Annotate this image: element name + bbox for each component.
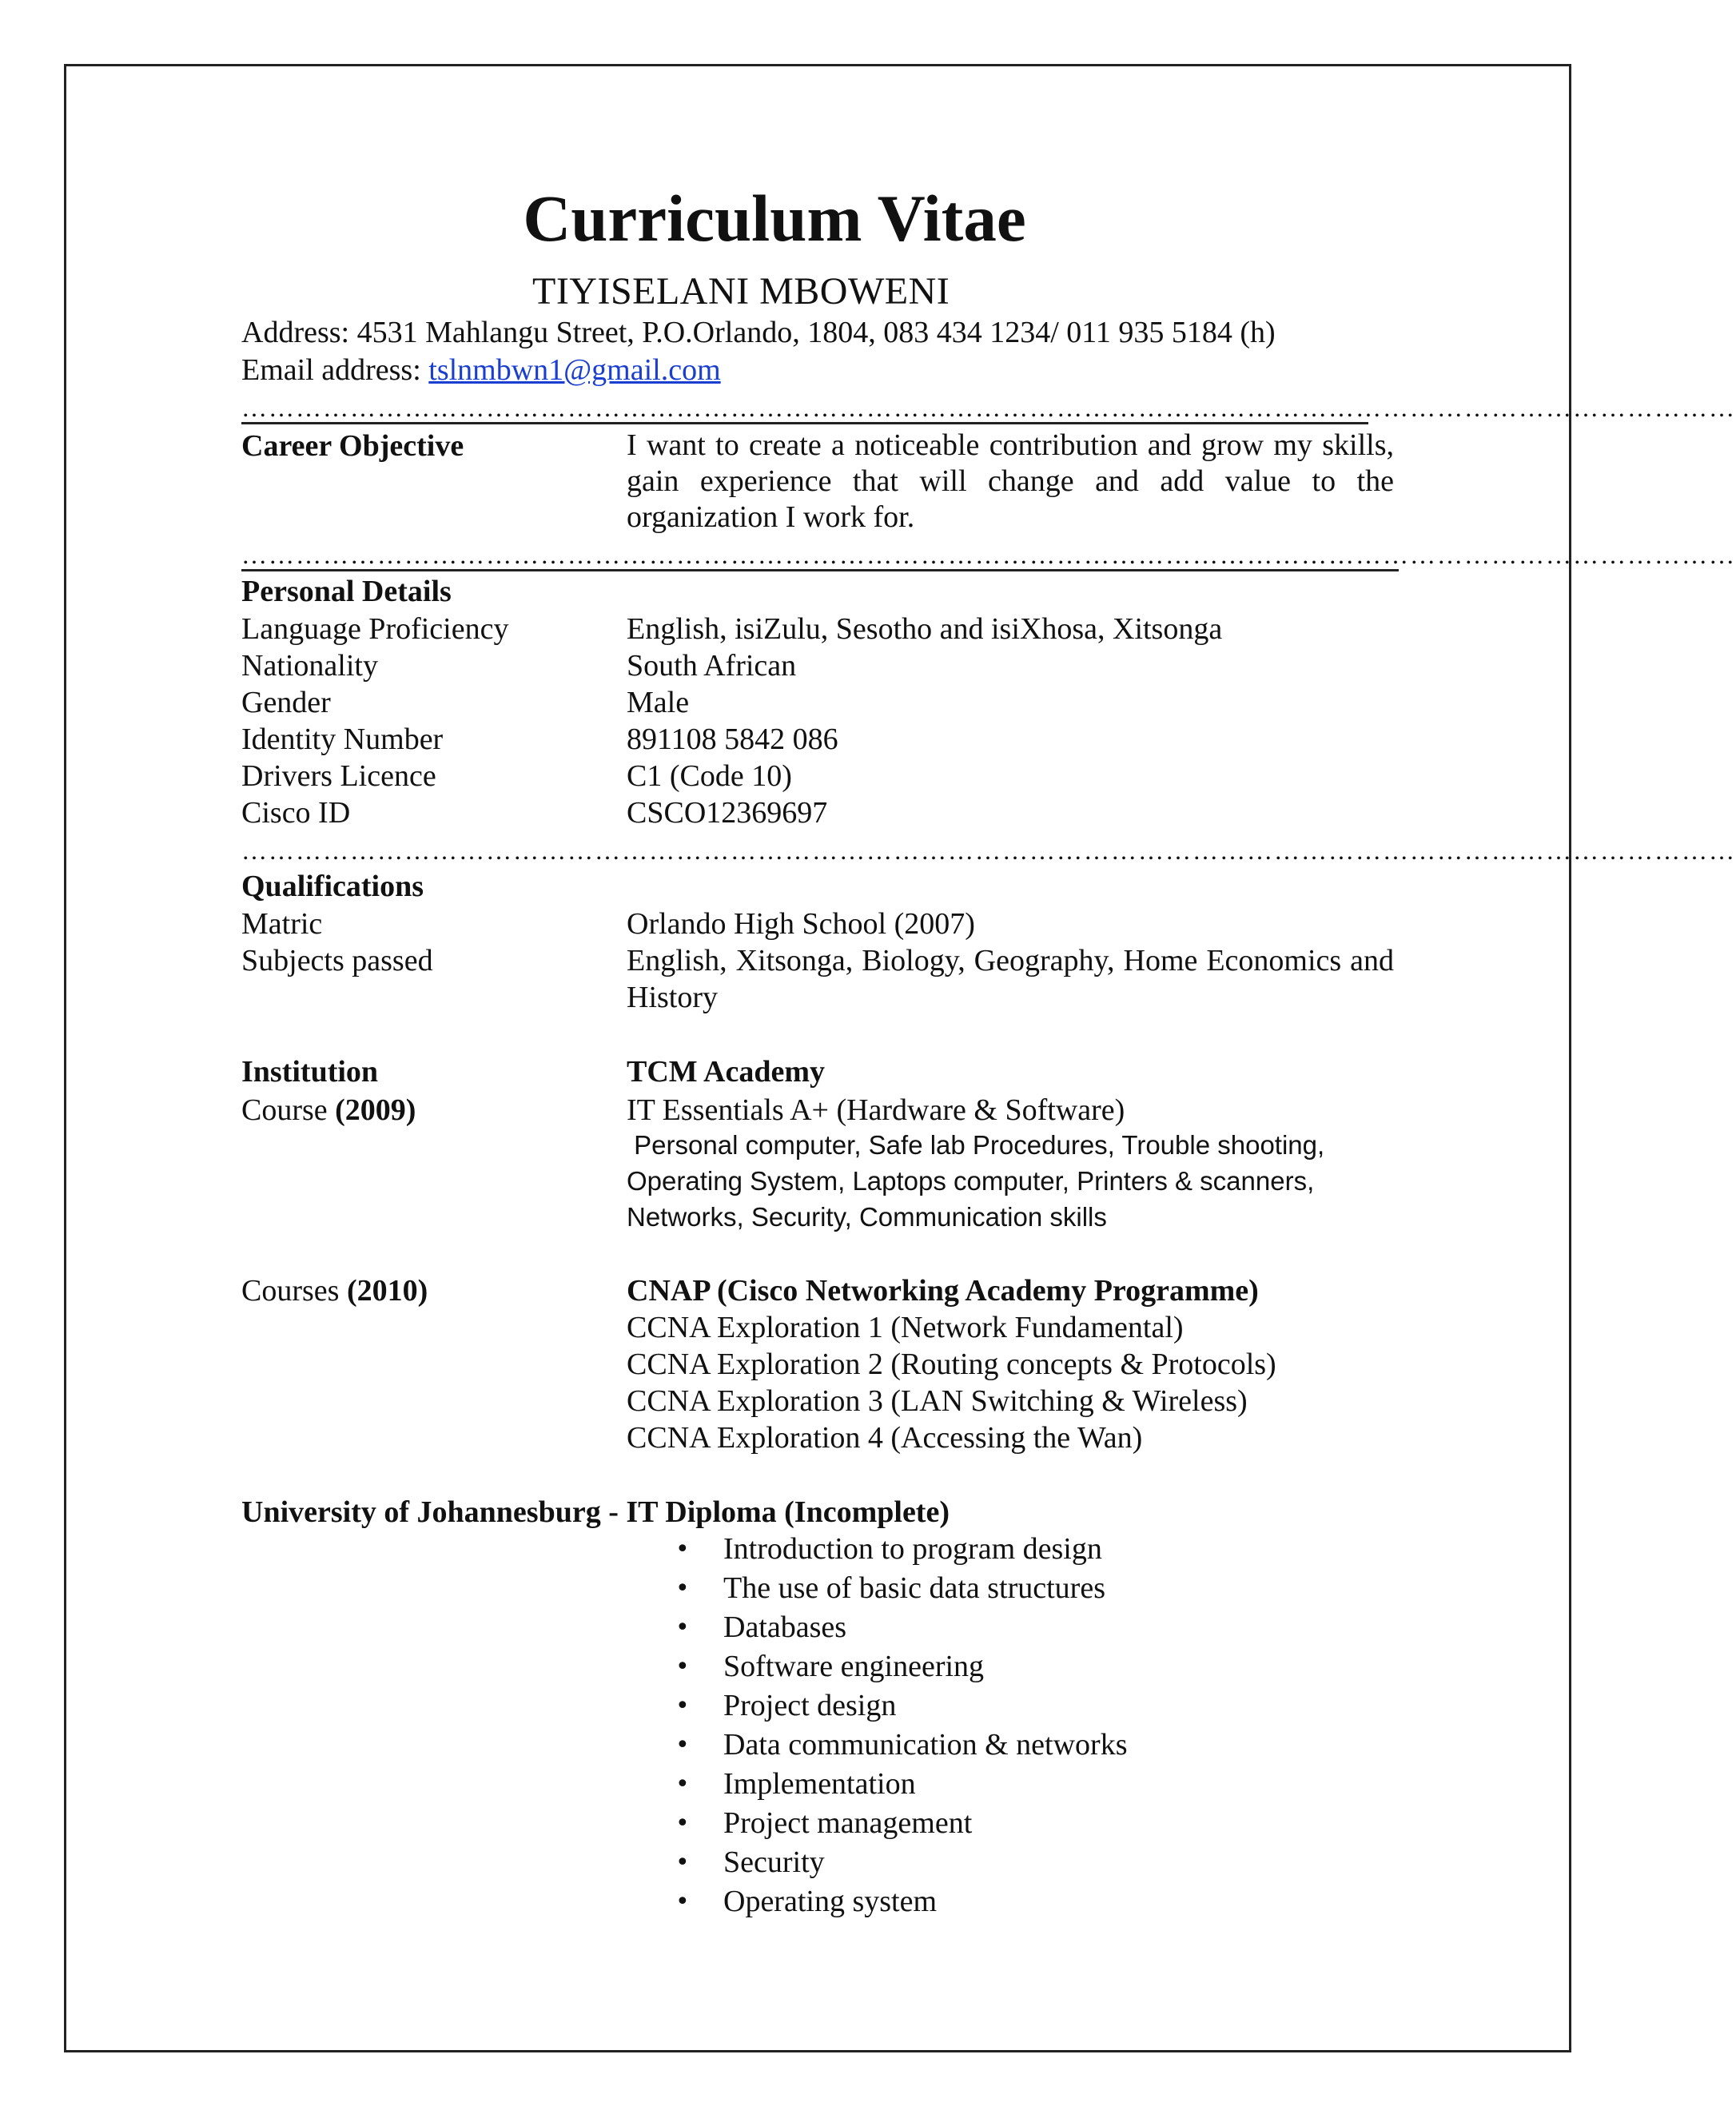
university-modules-list xyxy=(675,1530,1128,1921)
institution-value: TCM Academy xyxy=(627,1055,826,1089)
list-item: • Data communication & networks xyxy=(675,1726,1128,1765)
subjects-label: Subjects passed xyxy=(241,944,433,977)
ccna-item-2: CCNA Exploration 2 (Routing concepts & Protocols) xyxy=(627,1348,1276,1381)
separator-rule xyxy=(241,569,1399,571)
qualifications-heading: Qualifications xyxy=(241,870,424,903)
personal-label: Gender xyxy=(241,686,331,719)
personal-value: CSCO12369697 xyxy=(627,796,828,830)
document-title: Curriculum Vitae xyxy=(523,181,1026,255)
email-label: Email address: xyxy=(241,353,429,387)
personal-label: Cisco ID xyxy=(241,796,351,830)
personal-value: C1 (Code 10) xyxy=(627,759,792,793)
courses-label: Courses (2010) xyxy=(241,1274,428,1308)
list-item: • Implementation xyxy=(675,1765,1128,1804)
separator-dots: ………………………………………………………………………………………………………………………………………………… xyxy=(241,393,1736,422)
list-item: • Software engineering xyxy=(675,1647,1128,1686)
list-item: • The use of basic data structures xyxy=(675,1569,1128,1608)
personal-label: Nationality xyxy=(241,649,378,683)
personal-label: Drivers Licence xyxy=(241,759,436,793)
list-item: • Project design xyxy=(675,1686,1128,1726)
matric-value: Orlando High School (2007) xyxy=(627,907,975,941)
bullet-icon: • xyxy=(675,1731,690,1759)
personal-value: English, isiZulu, Sesotho and isiXhosa, Xitsonga xyxy=(627,612,1223,646)
matric-label: Matric xyxy=(241,907,323,941)
bullet-icon: • xyxy=(675,1575,690,1602)
course-detail-2: Operating System, Laptops computer, Printers & scanners, xyxy=(627,1166,1315,1196)
bullet-icon: • xyxy=(675,1809,690,1837)
email-link[interactable]: tslnmbwn1@gmail.com xyxy=(428,353,721,387)
separator-rule xyxy=(241,422,1368,424)
course-detail-3: Networks, Security, Communication skills xyxy=(627,1202,1107,1232)
bullet-icon: • xyxy=(675,1849,690,1877)
institution-label: Institution xyxy=(241,1055,379,1089)
bullet-icon: • xyxy=(675,1535,690,1563)
personal-label: Language Proficiency xyxy=(241,612,509,646)
university-heading: University of Johannesburg - IT Diploma (Incomplete) xyxy=(241,1495,950,1529)
personal-value: 891108 5842 086 xyxy=(627,723,838,756)
career-objective-label: Career Objective xyxy=(241,429,464,463)
separator-dots: ………………………………………………………………………………………………………………………………………………… xyxy=(241,836,1736,865)
list-item: • Operating system xyxy=(675,1882,1128,1921)
bullet-icon: • xyxy=(675,1692,690,1720)
course-detail-1: Personal computer, Safe lab Procedures, Trouble shooting, xyxy=(627,1130,1325,1160)
email-line xyxy=(241,352,721,388)
list-item: • Databases xyxy=(675,1608,1128,1647)
personal-value: Male xyxy=(627,686,690,719)
personal-value: South African xyxy=(627,649,797,683)
personal-label: Identity Number xyxy=(241,723,444,756)
ccna-item-1: CCNA Exploration 1 (Network Fundamental) xyxy=(627,1311,1184,1344)
subjects-value: English, Xitsonga, Biology, Geography, Home Economics and History xyxy=(627,944,1394,1014)
courses-title: CNAP (Cisco Networking Academy Programme) xyxy=(627,1274,1259,1308)
bullet-icon: • xyxy=(675,1770,690,1798)
course-value: IT Essentials A+ (Hardware & Software) xyxy=(627,1093,1125,1127)
list-item: • Project management xyxy=(675,1804,1128,1843)
bullet-icon: • xyxy=(675,1888,690,1916)
list-item: • Introduction to program design xyxy=(675,1530,1128,1569)
personal-details-heading: Personal Details xyxy=(241,575,452,608)
ccna-item-3: CCNA Exploration 3 (LAN Switching & Wireless) xyxy=(627,1384,1248,1418)
career-objective-text: I want to create a noticeable contribution and grow my skills, gain experience that will change and add value to the organization I work for. xyxy=(627,428,1394,534)
candidate-name: TIYISELANI MBOWENI xyxy=(532,270,950,313)
ccna-item-4: CCNA Exploration 4 (Accessing the Wan) xyxy=(627,1421,1143,1455)
separator-dots: ………………………………………………………………………………………………………………………………………………… xyxy=(241,540,1736,569)
bullet-icon: • xyxy=(675,1653,690,1681)
course-label: Course (2009) xyxy=(241,1093,416,1127)
address-line: Address: 4531 Mahlangu Street, P.O.Orlando, 1804, 083 434 1234/ 011 935 5184 (h) xyxy=(241,316,1276,349)
bullet-icon: • xyxy=(675,1614,690,1642)
list-item: • Security xyxy=(675,1843,1128,1882)
